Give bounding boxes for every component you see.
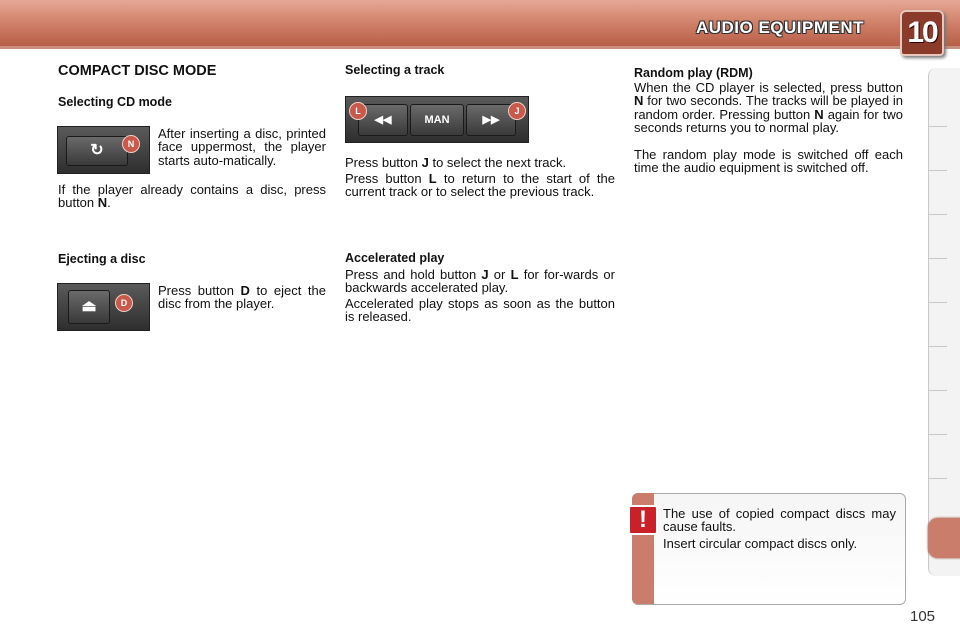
chapter-badge: 10 — [900, 10, 944, 56]
heading-selecting-track: Selecting a track — [345, 63, 445, 77]
chapter-tab-active[interactable] — [928, 518, 960, 558]
rewind-icon: ◀◀ — [358, 104, 408, 136]
page-title: COMPACT DISC MODE — [58, 63, 217, 79]
heading-selecting-cd: Selecting CD mode — [58, 95, 172, 109]
header-divider — [0, 46, 960, 49]
accelerated-text: Press and hold button J or L for for-wards or backwards accelerated play. — [345, 267, 615, 296]
eject-icon: ⏏ — [68, 290, 110, 324]
tab-divider — [929, 302, 947, 303]
tag-n: N — [122, 135, 140, 153]
cd-source-icon: ↻ — [66, 136, 128, 166]
tab-divider — [929, 390, 947, 391]
tab-divider — [929, 258, 947, 259]
selecting-cd-text-2: If the player already contains a disc, press button N. — [58, 182, 326, 211]
page-number: 105 — [910, 608, 936, 625]
track-buttons-photo — [345, 96, 529, 143]
chapter-tabs — [928, 68, 960, 576]
accelerated-stop-text: Accelerated play stops as soon as the button is released. — [345, 296, 615, 325]
heading-accelerated: Accelerated play — [345, 251, 445, 265]
warning-text-1: The use of copied compact discs may cause faults. — [663, 506, 896, 535]
selecting-cd-text: After inserting a disc, printed face uppermost, the player starts auto-matically. — [158, 126, 326, 168]
cd-button-photo — [57, 126, 150, 174]
random-text: When the CD player is selected, press button N for two seconds. The tracks will be played in random order. Pressing button N again for two seconds returns you to normal play. — [634, 80, 903, 136]
tag-j: J — [508, 102, 526, 120]
eject-button-photo — [57, 283, 150, 331]
tab-divider — [929, 126, 947, 127]
track-next-text: Press button J to select the next track. — [345, 155, 567, 170]
warning-text-2: Insert circular compact discs only. — [663, 536, 858, 551]
tab-divider — [929, 170, 947, 171]
man-button-label: MAN — [410, 104, 464, 136]
random-off-text: The random play mode is switched off each time the audio equipment is switched off. — [634, 147, 903, 176]
tag-d: D — [115, 294, 133, 312]
heading-random: Random play (RDM) — [634, 66, 753, 80]
tab-divider — [929, 214, 947, 215]
track-previous-text: Press button L to return to the start of the current track or to select the previous track. — [345, 171, 615, 200]
tab-divider — [929, 346, 947, 347]
tag-l: L — [349, 102, 367, 120]
fast-forward-icon: ▶▶ — [466, 104, 516, 136]
ejecting-text: Press button D to eject the disc from the player. — [158, 283, 326, 312]
tab-divider — [929, 434, 947, 435]
warning-icon: ! — [628, 505, 658, 535]
section-title: AUDIO EQUIPMENT — [695, 18, 864, 37]
heading-ejecting: Ejecting a disc — [58, 252, 146, 266]
tab-divider — [929, 478, 947, 479]
